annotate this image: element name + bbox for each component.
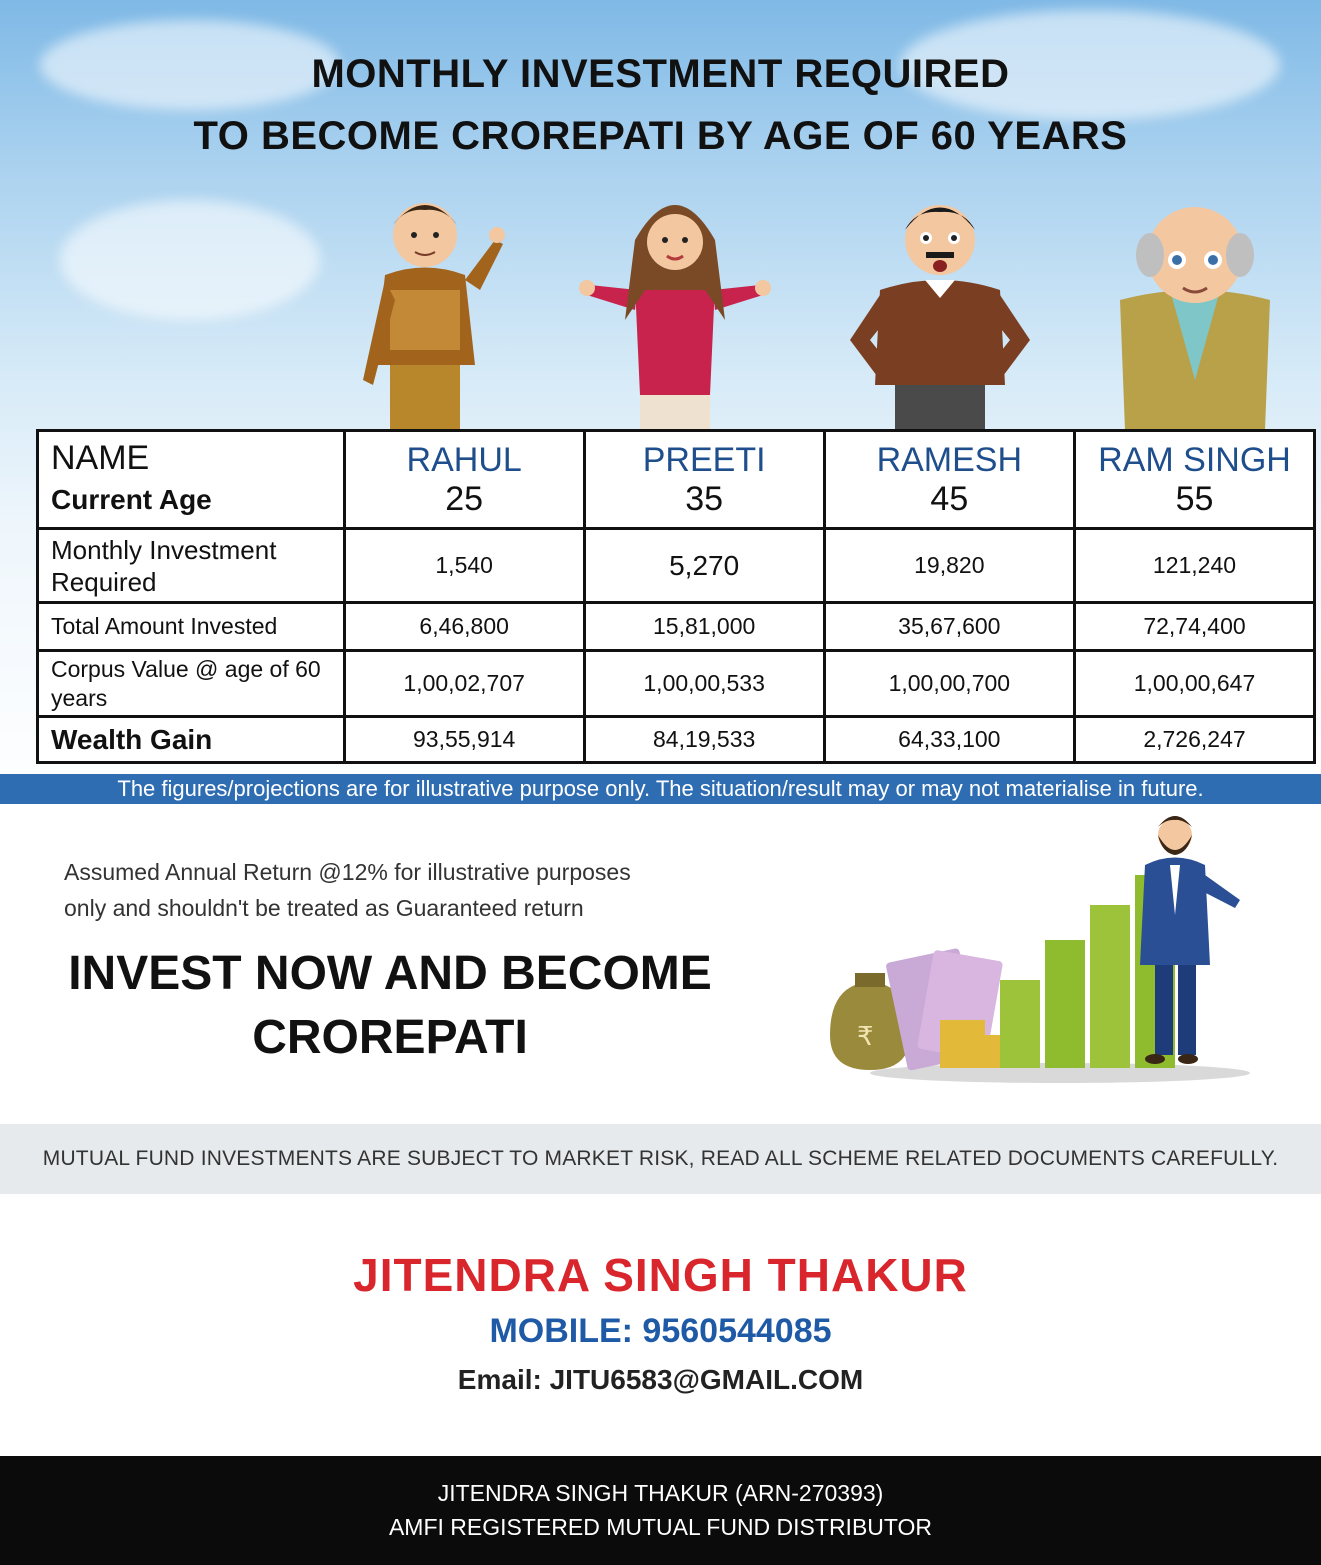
cloud-decoration bbox=[60, 200, 320, 320]
page-title-line2: TO BECOME CROREPATI BY AGE OF 60 YEARS bbox=[193, 114, 1128, 158]
person-name: RAHUL bbox=[406, 440, 522, 479]
footer bbox=[0, 1456, 1321, 1565]
person-age: 35 bbox=[685, 479, 724, 518]
market-risk-notice: MUTUAL FUND INVESTMENTS ARE SUBJECT TO MARKET RISK, READ ALL SCHEME RELATED DOCUMENTS CAREFULLY. bbox=[0, 1124, 1321, 1194]
mobile-number: MOBILE: 9560544085 bbox=[489, 1312, 832, 1350]
table-cell: 1,00,00,647 bbox=[1074, 651, 1314, 717]
table-row-name-age bbox=[38, 431, 1315, 529]
table-row-total bbox=[38, 603, 1315, 651]
table-cell: 1,00,00,533 bbox=[584, 651, 824, 717]
table-cell: 1,540 bbox=[344, 529, 584, 603]
monthly-label: Monthly Investment Required bbox=[38, 529, 345, 603]
illustrative-disclaimer: The figures/projections are for illustrative purpose only. The situation/result may or may not materialise in future. bbox=[0, 774, 1321, 804]
table-cell: 1,00,02,707 bbox=[344, 651, 584, 717]
email-address: Email: JITU6583@GMAIL.COM bbox=[457, 1364, 864, 1395]
table-row-corpus bbox=[38, 651, 1315, 717]
table-cell: 35,67,600 bbox=[824, 603, 1074, 651]
table-cell: 84,19,533 bbox=[584, 717, 824, 763]
name-label: NAME bbox=[51, 438, 150, 477]
return-assumption bbox=[64, 854, 764, 926]
distributor-name: JITENDRA SINGH THAKUR bbox=[353, 1249, 968, 1301]
ram-singh-illustration bbox=[1095, 180, 1295, 430]
person-age: 45 bbox=[930, 479, 969, 518]
cta-line1: INVEST NOW AND BECOME bbox=[68, 947, 712, 1000]
table-cell: 6,46,800 bbox=[344, 603, 584, 651]
person-age: 25 bbox=[445, 479, 484, 518]
call-to-action bbox=[40, 942, 740, 1070]
svg-text:₹: ₹ bbox=[857, 1022, 874, 1052]
table-row-monthly bbox=[38, 529, 1315, 603]
person-name: PREETI bbox=[642, 440, 766, 479]
preeti-illustration bbox=[575, 180, 775, 430]
person-name: RAMESH bbox=[876, 440, 1023, 479]
table-cell: 19,820 bbox=[824, 529, 1074, 603]
assumption-line1: Assumed Annual Return @12% for illustrative purposes bbox=[64, 859, 631, 885]
cta-line2: CROREPATI bbox=[252, 1011, 528, 1064]
table-cell: 2,726,247 bbox=[1074, 717, 1314, 763]
footer-registration: AMFI REGISTERED MUTUAL FUND DISTRIBUTOR bbox=[388, 1514, 933, 1540]
age-label: Current Age bbox=[51, 483, 212, 515]
table-cell: 15,81,000 bbox=[584, 603, 824, 651]
person-age: 55 bbox=[1175, 479, 1214, 518]
table-row-wealth bbox=[38, 717, 1315, 763]
money-growth-illustration bbox=[810, 805, 1270, 1095]
person-name: RAM SINGH bbox=[1098, 440, 1291, 479]
assumption-line2: only and shouldn't be treated as Guaranteed return bbox=[64, 895, 584, 921]
total-label: Total Amount Invested bbox=[38, 603, 345, 651]
table-cell: 5,270 bbox=[584, 529, 824, 603]
table-cell: 121,240 bbox=[1074, 529, 1314, 603]
table-cell: 93,55,914 bbox=[344, 717, 584, 763]
table-cell: 1,00,00,700 bbox=[824, 651, 1074, 717]
ramesh-illustration bbox=[840, 180, 1040, 430]
wealth-label: Wealth Gain bbox=[38, 717, 345, 763]
page-title-line1: MONTHLY INVESTMENT REQUIRED bbox=[311, 52, 1010, 96]
corpus-label: Corpus Value @ age of 60 years bbox=[38, 651, 345, 717]
table-cell: 64,33,100 bbox=[824, 717, 1074, 763]
footer-arn: JITENDRA SINGH THAKUR (ARN-270393) bbox=[437, 1480, 884, 1506]
investment-table bbox=[36, 429, 1316, 764]
rahul-illustration bbox=[345, 180, 545, 430]
table-cell: 72,74,400 bbox=[1074, 603, 1314, 651]
